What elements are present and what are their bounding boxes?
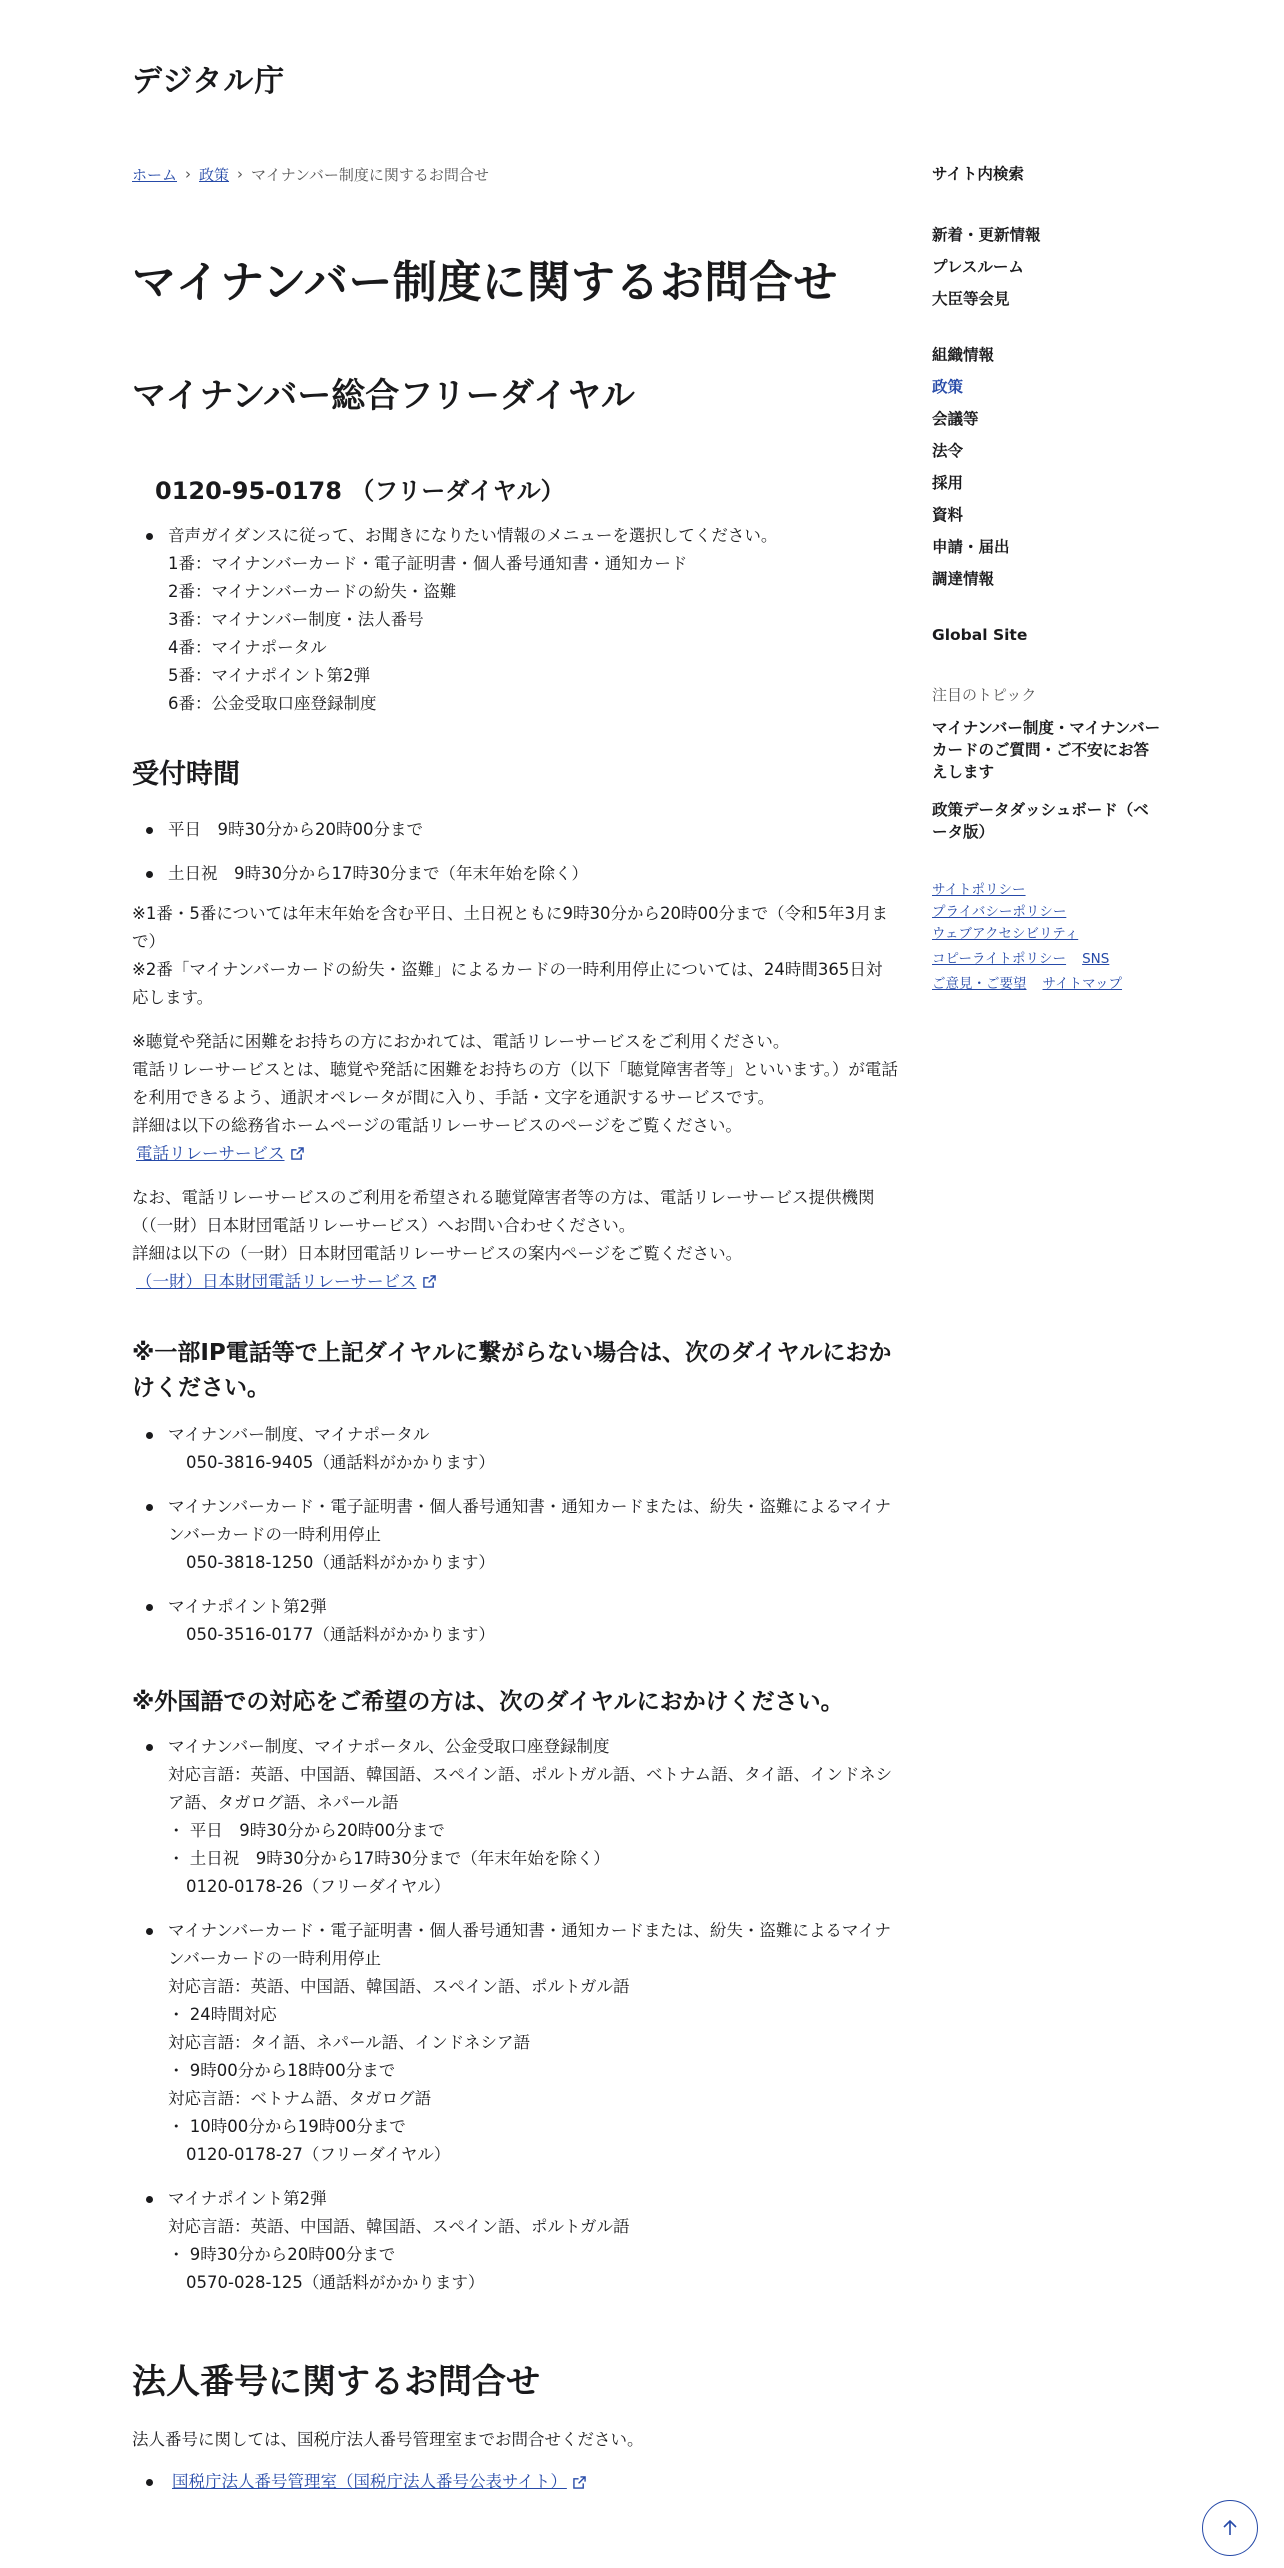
accessibility-link[interactable]: ウェブアクセシビリティ xyxy=(932,926,1079,942)
list-item xyxy=(132,2468,898,2496)
site-logo[interactable]: デジタル庁 xyxy=(132,64,286,99)
freedial-number: 0120-95-0178 （フリーダイヤル） xyxy=(155,476,565,505)
sidebar-item-applications[interactable]: 申請・届出 xyxy=(932,538,1010,556)
sidebar-group-main xyxy=(932,344,1162,590)
sidebar-item-news[interactable]: 新着・更新情報 xyxy=(932,226,1041,244)
scroll-to-top-button[interactable] xyxy=(1202,2500,1258,2556)
menu-item: 3番：マイナンバー制度・法人番号 xyxy=(168,609,424,629)
page-title: マイナンバー制度に関するお問合せ xyxy=(132,257,838,308)
arrow-up-icon xyxy=(1220,2518,1240,2538)
sidebar xyxy=(932,160,1162,995)
footer-links xyxy=(932,879,1162,995)
hours-note-1: ※1番・5番については年末年始を含む平日、土日祝ともに9時30分から20時00分まで（令和5年3月まで） xyxy=(132,903,888,951)
phone-number: 050-3818-1250（通話料がかかります） xyxy=(186,1552,495,1572)
list-item: マイナポイント第2弾 050-3516-0177（通話料がかかります） xyxy=(132,1593,898,1649)
guide-list xyxy=(132,522,898,718)
relay-block: ※聴覚や発話に困難をお持ちの方におかれては、電話リレーサービスをご利用ください。 電話リレーサービスとは、聴覚や発話に困難をお持ちの方（以下「聴覚障害者等」といいます。）が電話を利用できるよう、通訳オペレータが間に入り、手話・文字を通訳するサービスです。 詳細は以下の総務省ホームページの電話リレーサービスのページをご覧ください。 電話リレーサービス xyxy=(132,1028,898,1168)
sidebar-item-organization[interactable]: 組織情報 xyxy=(932,346,995,364)
relay-service-link[interactable]: 電話リレーサービス xyxy=(136,1140,304,1168)
sidebar-item-policy[interactable]: 政策 xyxy=(932,378,964,396)
privacy-policy-link[interactable]: プライバシーポリシー xyxy=(932,904,1067,920)
menu-item: 4番：マイナポータル xyxy=(168,637,327,657)
list-item: マイナンバーカード・電子証明書・個人番号通知書・通知カードまたは、紛失・盗難によるマイナンバーカードの一時利用停止 050-3818-1250（通話料がかかります） xyxy=(132,1493,898,1577)
ip-phone-heading: ※一部IP電話等で上記ダイヤルに繋がらない場合は、次のダイヤルにおかけください。 xyxy=(132,1339,892,1402)
ip-phone-list xyxy=(132,1421,898,1649)
sidebar-item-materials[interactable]: 資料 xyxy=(932,506,964,524)
sidebar-item-press-conference[interactable]: 大臣等会見 xyxy=(932,290,1010,308)
site-search-link[interactable]: サイト内検索 xyxy=(932,165,1024,183)
sidebar-item-meetings[interactable]: 会議等 xyxy=(932,410,979,428)
foreign-language-list xyxy=(132,1733,898,2297)
sidebar-item-laws[interactable]: 法令 xyxy=(932,442,964,460)
external-link-icon xyxy=(423,1275,436,1288)
global-site-link[interactable]: Global Site xyxy=(932,626,1028,644)
menu-item: 5番：マイナポイント第2弾 xyxy=(168,665,371,685)
phone-number: 050-3516-0177（通話料がかかります） xyxy=(186,1624,495,1644)
topics-label: 注目のトピック xyxy=(932,686,1037,704)
feedback-link[interactable]: ご意見・ご要望 xyxy=(932,976,1027,992)
list-item: マイナンバー制度、マイナポータル 050-3816-9405（通話料がかかります） xyxy=(132,1421,898,1477)
list-item: マイナンバー制度、マイナポータル、公金受取口座登録制度 対応言語：英語、中国語、韓国語、スペイン語、ポルトガル語、ベトナム語、タイ語、インドネシア語、タガログ語、ネパール語 ・ 平日 9時30分から20時00分まで ・ 土日祝 9時30分から17時30分まで（年末年始を除く） 0120-0178-26（フリーダイヤル） xyxy=(132,1733,898,1901)
list-item: 土日祝 9時30分から17時30分まで（年末年始を除く） xyxy=(132,860,898,888)
breadcrumb xyxy=(132,160,898,188)
sidebar-group-news xyxy=(932,224,1162,310)
list-item: 音声ガイダンスに従って、お聞きになりたい情報のメニューを選択してください。 1番：マイナンバーカード・電子証明書・個人番号通知書・通知カード 2番：マイナンバーカードの紛失・盗難 3番：マイナンバー制度・法人番号 4番：マイナポータル 5番：マイナポイント第2弾 6番：公金受取口座登録制度 xyxy=(132,522,898,718)
corporate-number-text: 法人番号に関しては、国税庁法人番号管理室までお問合せください。 xyxy=(132,2430,644,2450)
menu-item: 1番：マイナンバーカード・電子証明書・個人番号通知書・通知カード xyxy=(168,553,688,573)
list-item: 平日 9時30分から20時00分まで xyxy=(132,816,898,844)
sns-link[interactable]: SNS xyxy=(1082,951,1110,967)
breadcrumb-policy[interactable]: 政策 xyxy=(199,165,230,184)
breadcrumb-home[interactable]: ホーム xyxy=(132,165,178,184)
menu-item: 2番：マイナンバーカードの紛失・盗難 xyxy=(168,581,457,601)
chevron-right-icon: › xyxy=(185,165,192,183)
breadcrumb-current: マイナンバー制度に関するお問合せ xyxy=(251,165,489,184)
external-link-icon xyxy=(573,2476,586,2489)
list-item: マイナンバーカード・電子証明書・個人番号通知書・通知カードまたは、紛失・盗難によるマイナンバーカードの一時利用停止 対応言語：英語、中国語、韓国語、スペイン語、ポルトガル語 ・ 24時間対応 対応言語：タイ語、ネパール語、インドネシア語 ・ 9時00分から18時00分まで 対応言語：ベトナム語、タガログ語 ・ 10時00分から19時00分まで 0120-0178-27（フリーダイヤル） xyxy=(132,1917,898,2169)
main-content xyxy=(132,160,898,2496)
topic-mynumber-link[interactable]: マイナンバー制度・マイナンバーカードのご質問・ご不安にお答えします xyxy=(932,719,1161,781)
freedial-heading: マイナンバー総合フリーダイヤル xyxy=(132,376,635,417)
sidebar-item-recruitment[interactable]: 採用 xyxy=(932,474,964,492)
topic-dashboard-link[interactable]: 政策データダッシュボード（ベータ版） xyxy=(932,801,1149,841)
hours-note-2: ※2番「マイナンバーカードの紛失・盗難」によるカードの一時利用停止については、24時間365日対応します。 xyxy=(132,959,883,1007)
phone-number: 0570-028-125（通話料がかかります） xyxy=(186,2272,485,2292)
site-policy-link[interactable]: サイトポリシー xyxy=(932,882,1026,898)
foundation-link[interactable]: （一財）日本財団電話リレーサービス xyxy=(136,1268,436,1296)
hours-list xyxy=(132,816,898,888)
foreign-language-heading: ※外国語での対応をご希望の方は、次のダイヤルにおかけください。 xyxy=(132,1688,844,1715)
corporate-number-heading: 法人番号に関するお問合せ xyxy=(132,2361,540,2402)
copyright-link[interactable]: コピーライトポリシー xyxy=(932,951,1067,967)
list-item: マイナポイント第2弾 対応言語：英語、中国語、韓国語、スペイン語、ポルトガル語 ・ 9時30分から20時00分まで 0570-028-125（通話料がかかります） xyxy=(132,2185,898,2297)
phone-number: 050-3816-9405（通話料がかかります） xyxy=(186,1452,495,1472)
sitemap-link[interactable]: サイトマップ xyxy=(1042,976,1123,992)
menu-item: 6番：公金受取口座登録制度 xyxy=(168,693,377,713)
sidebar-item-pressroom[interactable]: プレスルーム xyxy=(932,258,1024,276)
sidebar-item-procurement[interactable]: 調達情報 xyxy=(932,570,995,588)
external-link-icon xyxy=(291,1147,304,1160)
phone-number: 0120-0178-26（フリーダイヤル） xyxy=(186,1876,451,1896)
foundation-block: なお、電話リレーサービスのご利用を希望される聴覚障害者等の方は、電話リレーサービス提供機関（（一財）日本財団電話リレーサービス）へお問い合わせください。 詳細は以下の（一財）日本財団電話リレーサービスの案内ページをご覧ください。 （一財）日本財団電話リレーサービス xyxy=(132,1184,898,1296)
corporate-link-list xyxy=(132,2468,898,2496)
chevron-right-icon: › xyxy=(237,165,244,183)
nta-corporate-number-link[interactable]: 国税庁法人番号管理室（国税庁法人番号公表サイト） xyxy=(172,2468,586,2496)
phone-number: 0120-0178-27（フリーダイヤル） xyxy=(186,2144,451,2164)
hours-heading: 受付時間 xyxy=(132,758,240,790)
